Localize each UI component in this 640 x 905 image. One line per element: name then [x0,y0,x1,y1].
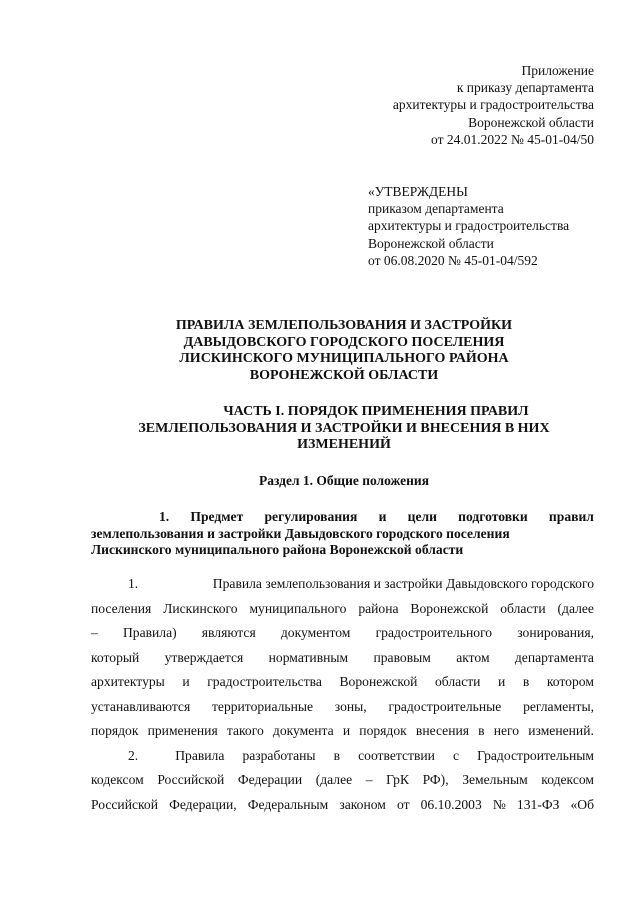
approved-line: приказом департамента [368,201,504,217]
approved-line: Воронежской области [368,235,494,251]
body-text [91,572,594,817]
article-word: и [378,509,387,524]
word: устанавливаются [91,698,191,714]
word: котором [546,674,594,689]
word: изменений. [528,723,594,738]
word: Градостроительным [477,747,594,763]
part-line: ИЗМЕНЕНИЙ [297,437,391,452]
word: – [365,772,373,787]
word: «Об [570,796,594,812]
word: который [91,649,140,665]
paragraph-line-text: Правила землепользования и застройки Давыдовского городского [212,576,594,591]
word: Российской [157,772,225,787]
paragraph-line [91,744,594,769]
approved-line: архитектуры и градостроительства [368,218,570,234]
paragraph-line [91,597,594,622]
paragraph-line [91,646,594,671]
document-title [96,318,592,384]
paragraph-number: 2. [128,747,139,763]
title-line: ЛИСКИНСКОГО МУНИЦИПАЛЬНОГО РАЙОНА [179,351,509,366]
word: градостроительства [207,674,322,689]
paragraph-line [91,572,594,597]
word: Земельным [462,772,528,787]
word: порядок [359,723,407,738]
approval-line: Воронежской области [468,114,594,130]
paragraph-line [91,719,594,744]
word: Правила) [122,625,177,640]
word: области [435,674,481,689]
paragraph-line [91,621,594,646]
approval-block [393,62,594,148]
word: 131-ФЗ [516,796,560,812]
word: муниципального [249,600,347,616]
word: документа [272,723,334,738]
article-heading-line: Лискинского муниципального района Воронежской области [91,542,464,558]
section-heading: Раздел 1. Общие положения [258,473,430,488]
approval-line: архитектуры и градостроительства [392,97,594,113]
title-line: ПРАВИЛА ЗЕМЛЕПОЛЬЗОВАНИЯ И ЗАСТРОЙКИ [175,318,513,333]
word: – [91,625,98,640]
word: Федеральным [247,796,329,812]
word: и [498,674,506,689]
word: с [452,747,460,763]
paragraph-line [91,793,594,818]
part-line: ЗЕМЛЕПОЛЬЗОВАНИЯ И ЗАСТРОЙКИ И ВНЕСЕНИЯ В НИХ [138,420,550,436]
article-word: подготовки [458,509,528,524]
word: градостроительного [375,625,493,640]
word: градостроительные [388,698,502,714]
word: кодексом [541,772,594,787]
part-line: ЧАСТЬ I. ПОРЯДОК ПРИМЕНЕНИЯ ПРАВИЛ [223,404,529,419]
word: него [493,723,520,738]
word: от [396,796,410,812]
word: в [333,747,341,763]
word: правовым [373,649,431,665]
word: документом [280,625,351,640]
word: 06.10.2003 [420,796,482,812]
word: и [342,723,351,738]
paragraph-line [91,695,594,720]
word: Лискинского [163,600,238,616]
word: зонирования, [517,625,594,640]
word: такого [226,723,264,738]
word: законом [339,796,386,812]
word: в [478,723,485,738]
paragraph-line [91,768,594,793]
word: в [522,674,530,689]
word: соответствии [358,747,435,763]
word: района [358,600,399,616]
article-heading [91,509,594,559]
word: Правила [175,747,225,763]
paragraph-number: 1. [128,576,139,591]
word: внесения [415,723,470,738]
word: Воронежской [410,600,489,616]
word: и [182,674,190,689]
article-heading-line: землепользования и застройки Давыдовского городского поселения [91,525,510,541]
word: Воронежской [339,674,418,689]
part-heading [96,404,592,454]
word: РФ), [422,772,449,787]
word: нормативным [268,649,349,665]
article-word: регулирования [264,509,358,524]
article-word: правил [548,509,594,524]
word: (далее [557,600,594,616]
word: Федерации [237,772,303,787]
word: применения [147,723,218,738]
word: актом [456,649,490,665]
word: (далее [315,772,353,787]
word: утверждается [164,649,244,665]
word: поселения [91,600,152,616]
word: являются [201,625,256,640]
article-number: 1. [159,509,170,524]
article-word: Предмет [190,509,244,524]
approved-line: от 06.08.2020 № 45-01-04/592 [368,252,538,268]
paragraph-line-text [175,744,594,769]
word: Российской [91,796,158,812]
word: кодексом [91,772,144,787]
word: ГрК [386,772,410,787]
word: порядок [91,723,139,738]
approved-block [368,183,569,269]
approved-line: «УТВЕРЖДЕНЫ [368,184,468,199]
title-line: ВОРОНЕЖСКОЙ ОБЛАСТИ [249,367,439,383]
word: Федерации, [169,796,237,812]
paragraph-line [91,670,594,695]
word: архитектуры [91,674,165,689]
article-heading-line [91,509,594,526]
approval-line: Приложение [521,63,594,78]
approval-line: к приказу департамента [456,80,594,96]
word: области [500,600,546,616]
word: № [492,796,506,812]
article-word: цели [407,509,437,524]
word: департамента [514,649,594,665]
title-line: ДАВЫДОВСКОГО ГОРОДСКОГО ПОСЕЛЕНИЯ [183,334,505,350]
word: территориальные [211,698,314,714]
word: разработаны [242,747,316,763]
approval-line: от 24.01.2022 № 45-01-04/50 [431,131,594,147]
word: регламенты, [523,698,594,714]
word: зоны, [334,698,367,714]
